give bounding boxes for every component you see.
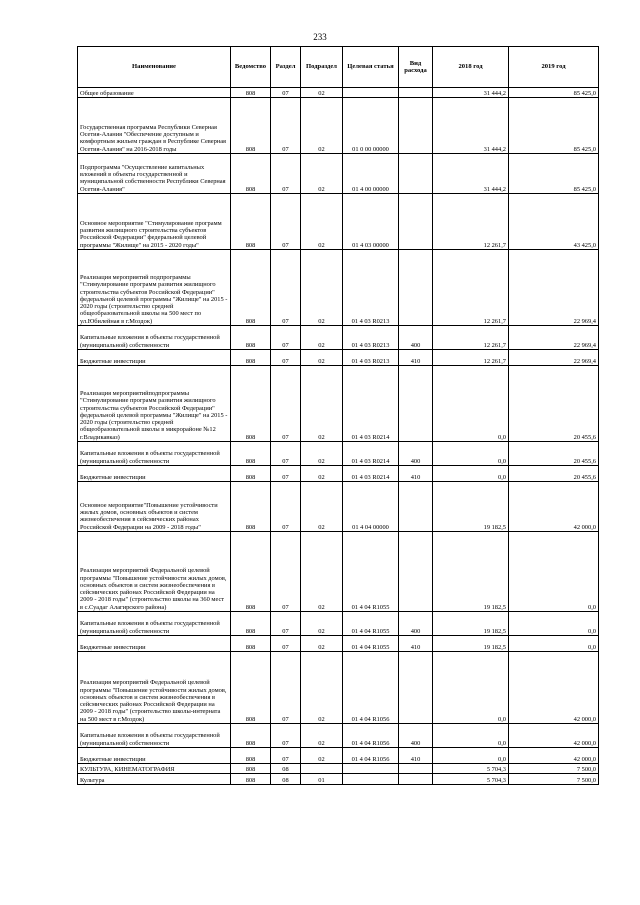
cell-subsection: 02 xyxy=(301,636,343,652)
cell-section: 07 xyxy=(271,194,301,250)
cell-article: 01 4 04 R1055 xyxy=(343,636,399,652)
cell-article: 01 4 04 R1056 xyxy=(343,748,399,764)
page-number: 233 xyxy=(313,32,327,42)
cell-section: 07 xyxy=(271,98,301,154)
table-row xyxy=(78,88,599,98)
cell-name: Реализация мероприятий подпрограммы "Стимулирование программ развития жилищного строительства субъектов Российской Федерации" федеральной целевой программы "Жилище" на 2015 - 2020 годы (строительство средней общеобразовательной школы на 500 мест по ул.Юбилейная в г.Моздок) xyxy=(78,250,231,326)
cell-y2018: 0,0 xyxy=(433,466,509,482)
cell-y2019: 22 969,4 xyxy=(509,350,599,366)
cell-section: 07 xyxy=(271,652,301,724)
cell-name: Основное мероприятие "Стимулирование программ развития жилищного строительства субъектов Российской Федерации" федеральной целевой программы "Жилище" на 2015 - 2020 годы" xyxy=(78,194,231,250)
cell-y2019: 43 425,0 xyxy=(509,194,599,250)
cell-section: 07 xyxy=(271,466,301,482)
cell-y2019: 42 000,0 xyxy=(509,724,599,748)
cell-dept: 808 xyxy=(231,326,271,350)
cell-name: Реализация мероприятий Федеральной целевой программы "Повышение устойчивости жилых домов, основных объектов и систем жизнеобеспечения в сейсмических районах Российской Федерации на 2009 - 2018 годы" (строительство школы на 360 мест в с.Суадаг Алагирского района) xyxy=(78,532,231,612)
cell-section: 08 xyxy=(271,774,301,785)
cell-y2019: 85 425,0 xyxy=(509,88,599,98)
budget-table xyxy=(77,46,599,785)
table-row xyxy=(78,250,599,326)
cell-expense: 400 xyxy=(399,326,433,350)
table-row xyxy=(78,774,599,785)
cell-name: Реализация мероприятийподпрограммы "Стимулирование программ развития жилищного строительства субъектов Российской Федерации" федеральной целевой программы "Жилище" на 2015 - 2020 годы (строительство средней общеобразовательной школы в микрорайоне №12 г.Владикавказ) xyxy=(78,366,231,442)
header-subsection: Подраздел xyxy=(301,47,343,88)
cell-subsection: 02 xyxy=(301,326,343,350)
cell-section: 07 xyxy=(271,748,301,764)
cell-expense: 400 xyxy=(399,724,433,748)
cell-name: Капитальные вложения в объекты государственной (муниципальной) собственности xyxy=(78,612,231,636)
cell-y2019: 42 000,0 xyxy=(509,652,599,724)
cell-subsection: 02 xyxy=(301,88,343,98)
table-row xyxy=(78,350,599,366)
cell-expense xyxy=(399,154,433,194)
cell-dept: 808 xyxy=(231,774,271,785)
cell-dept: 808 xyxy=(231,748,271,764)
cell-y2019: 20 455,6 xyxy=(509,366,599,442)
cell-subsection: 02 xyxy=(301,350,343,366)
cell-y2018: 12 261,7 xyxy=(433,350,509,366)
cell-y2019: 22 969,4 xyxy=(509,326,599,350)
cell-expense xyxy=(399,250,433,326)
cell-dept: 808 xyxy=(231,154,271,194)
cell-dept: 808 xyxy=(231,442,271,466)
cell-y2019: 85 425,0 xyxy=(509,98,599,154)
header-article: Целевая статья xyxy=(343,47,399,88)
cell-expense xyxy=(399,366,433,442)
cell-section: 07 xyxy=(271,366,301,442)
cell-dept: 808 xyxy=(231,652,271,724)
cell-section: 07 xyxy=(271,612,301,636)
cell-name: КУЛЬТУРА, КИНЕМАТОГРАФИЯ xyxy=(78,764,231,774)
cell-article: 01 0 00 00000 xyxy=(343,98,399,154)
cell-y2018: 0,0 xyxy=(433,652,509,724)
cell-y2019: 42 000,0 xyxy=(509,748,599,764)
table-row xyxy=(78,748,599,764)
cell-subsection: 02 xyxy=(301,442,343,466)
cell-subsection: 01 xyxy=(301,774,343,785)
cell-section: 07 xyxy=(271,724,301,748)
cell-subsection: 02 xyxy=(301,482,343,532)
cell-subsection: 02 xyxy=(301,748,343,764)
cell-article: 01 4 03 R0214 xyxy=(343,442,399,466)
cell-y2018: 0,0 xyxy=(433,442,509,466)
table-row xyxy=(78,194,599,250)
cell-expense: 410 xyxy=(399,350,433,366)
cell-expense: 410 xyxy=(399,636,433,652)
cell-dept: 808 xyxy=(231,466,271,482)
header-dept: Ведомство xyxy=(231,47,271,88)
cell-subsection: 02 xyxy=(301,194,343,250)
header-section: Раздел xyxy=(271,47,301,88)
cell-article: 01 4 04 R1056 xyxy=(343,652,399,724)
cell-subsection: 02 xyxy=(301,532,343,612)
cell-subsection xyxy=(301,764,343,774)
cell-dept: 808 xyxy=(231,724,271,748)
cell-subsection: 02 xyxy=(301,98,343,154)
cell-article: 01 4 04 00000 xyxy=(343,482,399,532)
cell-expense xyxy=(399,652,433,724)
header-name: Наименование xyxy=(78,47,231,88)
cell-article: 01 4 03 R0213 xyxy=(343,350,399,366)
cell-article: 01 4 03 R0213 xyxy=(343,250,399,326)
cell-y2019: 22 969,4 xyxy=(509,250,599,326)
cell-article: 01 4 03 R0214 xyxy=(343,466,399,482)
cell-name: Капитальные вложения в объекты государственной (муниципальной) собственности xyxy=(78,724,231,748)
header-2019: 2019 год xyxy=(509,47,599,88)
cell-dept: 808 xyxy=(231,88,271,98)
table-row xyxy=(78,366,599,442)
cell-name: Капитальные вложения в объекты государственной (муниципальной) собственности xyxy=(78,442,231,466)
table-row xyxy=(78,764,599,774)
cell-subsection: 02 xyxy=(301,612,343,636)
cell-section: 07 xyxy=(271,88,301,98)
table-row xyxy=(78,466,599,482)
cell-section: 07 xyxy=(271,532,301,612)
table-row xyxy=(78,612,599,636)
cell-expense xyxy=(399,532,433,612)
cell-dept: 808 xyxy=(231,764,271,774)
cell-name: Бюджетные инвестиции xyxy=(78,350,231,366)
cell-expense: 400 xyxy=(399,442,433,466)
cell-subsection: 02 xyxy=(301,466,343,482)
cell-y2019: 85 425,0 xyxy=(509,154,599,194)
cell-dept: 808 xyxy=(231,98,271,154)
cell-article: 01 4 00 00000 xyxy=(343,154,399,194)
cell-y2018: 0,0 xyxy=(433,366,509,442)
cell-article xyxy=(343,764,399,774)
cell-y2018: 19 182,5 xyxy=(433,482,509,532)
table-header-row xyxy=(78,47,599,88)
cell-y2018: 12 261,7 xyxy=(433,194,509,250)
cell-y2018: 31 444,2 xyxy=(433,154,509,194)
cell-name: Бюджетные инвестиции xyxy=(78,748,231,764)
cell-dept: 808 xyxy=(231,482,271,532)
cell-name: Реализация мероприятий Федеральной целевой программы "Повышение устойчивости жилых домов, основных объектов и систем жизнеобеспечения в сейсмических районах Российской Федерации на 2009 - 2018 годы" (строительство школы-интерната на 500 мест в г.Моздок) xyxy=(78,652,231,724)
cell-y2018: 19 182,5 xyxy=(433,612,509,636)
table-row xyxy=(78,482,599,532)
cell-name: Подпрограмма "Осуществление капитальных вложений в объекты государственной и муниципальной собственности Республики Северная Осетия-Алания" xyxy=(78,154,231,194)
cell-name: Общее образование xyxy=(78,88,231,98)
cell-dept: 808 xyxy=(231,250,271,326)
cell-y2019: 20 455,6 xyxy=(509,466,599,482)
cell-y2018: 31 444,2 xyxy=(433,88,509,98)
cell-dept: 808 xyxy=(231,194,271,250)
cell-y2018: 0,0 xyxy=(433,748,509,764)
cell-subsection: 02 xyxy=(301,366,343,442)
cell-expense xyxy=(399,194,433,250)
table-row xyxy=(78,724,599,748)
cell-name: Государственная программа Республики Северная Осетия-Алания "Обеспечение доступным и комфортным жильем граждан в Республике Северная Осетия-Алания" на 2016-2018 годы xyxy=(78,98,231,154)
cell-article: 01 4 03 R0214 xyxy=(343,366,399,442)
cell-dept: 808 xyxy=(231,636,271,652)
cell-y2018: 5 704,3 xyxy=(433,774,509,785)
cell-dept: 808 xyxy=(231,350,271,366)
cell-section: 07 xyxy=(271,250,301,326)
cell-subsection: 02 xyxy=(301,652,343,724)
table-row xyxy=(78,154,599,194)
header-expense: Вид расхода xyxy=(399,47,433,88)
cell-section: 07 xyxy=(271,350,301,366)
cell-article: 01 4 03 R0213 xyxy=(343,326,399,350)
table-row xyxy=(78,98,599,154)
cell-article: 01 4 04 R1055 xyxy=(343,532,399,612)
cell-subsection: 02 xyxy=(301,250,343,326)
cell-section: 07 xyxy=(271,154,301,194)
cell-y2019: 7 500,0 xyxy=(509,774,599,785)
table-row xyxy=(78,636,599,652)
cell-name: Культура xyxy=(78,774,231,785)
cell-article: 01 4 04 R1056 xyxy=(343,724,399,748)
cell-y2019: 7 500,0 xyxy=(509,764,599,774)
cell-y2018: 19 182,5 xyxy=(433,636,509,652)
cell-subsection: 02 xyxy=(301,724,343,748)
header-2018: 2018 год xyxy=(433,47,509,88)
table-row xyxy=(78,652,599,724)
cell-expense xyxy=(399,774,433,785)
cell-name: Основное мероприятие"Повышение устойчивости жилых домов, основных объектов и систем жизнеобеспечения в сейсмических районах Российской Федерации на 2009 - 2018 годы" xyxy=(78,482,231,532)
cell-dept: 808 xyxy=(231,366,271,442)
cell-expense: 400 xyxy=(399,612,433,636)
cell-y2019: 0,0 xyxy=(509,636,599,652)
table-row xyxy=(78,326,599,350)
cell-article xyxy=(343,774,399,785)
cell-section: 07 xyxy=(271,326,301,350)
cell-y2018: 5 704,3 xyxy=(433,764,509,774)
cell-y2018: 0,0 xyxy=(433,724,509,748)
cell-section: 07 xyxy=(271,482,301,532)
table-row xyxy=(78,442,599,466)
cell-expense: 410 xyxy=(399,466,433,482)
cell-dept: 808 xyxy=(231,612,271,636)
cell-article: 01 4 03 00000 xyxy=(343,194,399,250)
cell-section: 07 xyxy=(271,636,301,652)
cell-section: 08 xyxy=(271,764,301,774)
cell-y2018: 12 261,7 xyxy=(433,326,509,350)
cell-article xyxy=(343,88,399,98)
cell-y2018: 19 182,5 xyxy=(433,532,509,612)
cell-name: Капитальные вложения в объекты государственной (муниципальной) собственности xyxy=(78,326,231,350)
cell-expense xyxy=(399,98,433,154)
cell-expense xyxy=(399,482,433,532)
cell-y2018: 31 444,2 xyxy=(433,98,509,154)
cell-name: Бюджетные инвестиции xyxy=(78,466,231,482)
cell-y2019: 0,0 xyxy=(509,612,599,636)
cell-expense: 410 xyxy=(399,748,433,764)
table-row xyxy=(78,532,599,612)
cell-y2019: 42 000,0 xyxy=(509,482,599,532)
cell-name: Бюджетные инвестиции xyxy=(78,636,231,652)
cell-article: 01 4 04 R1055 xyxy=(343,612,399,636)
cell-y2019: 20 455,6 xyxy=(509,442,599,466)
cell-section: 07 xyxy=(271,442,301,466)
cell-expense xyxy=(399,88,433,98)
cell-dept: 808 xyxy=(231,532,271,612)
cell-subsection: 02 xyxy=(301,154,343,194)
cell-expense xyxy=(399,764,433,774)
cell-y2018: 12 261,7 xyxy=(433,250,509,326)
cell-y2019: 0,0 xyxy=(509,532,599,612)
